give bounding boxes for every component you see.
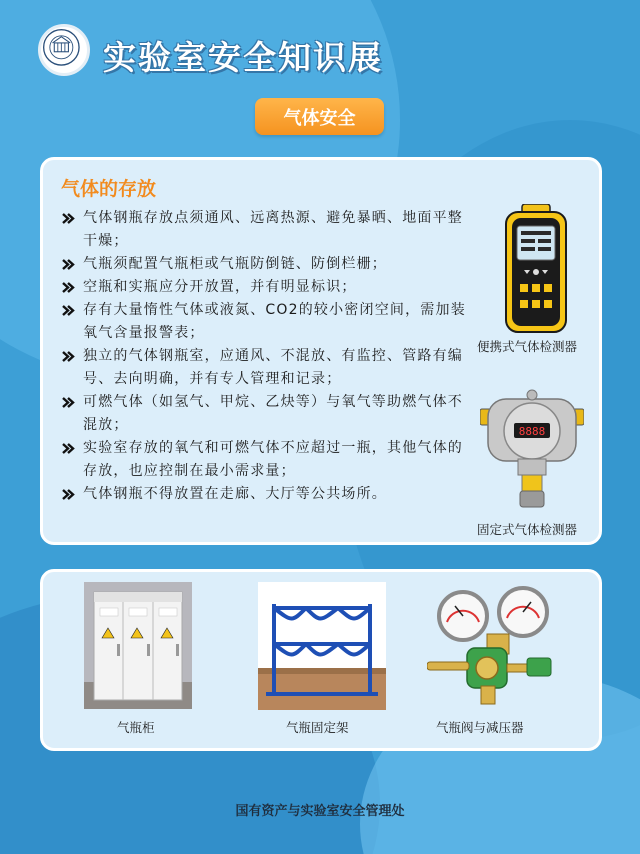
storage-card xyxy=(40,157,602,545)
section-badge: 气体安全 xyxy=(255,98,384,135)
university-seal-icon xyxy=(38,24,90,76)
storage-rules-list xyxy=(61,207,466,506)
double-chevron-right-icon xyxy=(61,395,76,410)
portable-detector-caption: 便携式气体检测器 xyxy=(477,339,578,354)
pressure-regulator-icon xyxy=(427,582,557,710)
list-item-text: 可燃气体（如氢气、甲烷、乙炔等）与氧气等助燃气体不混放； xyxy=(83,394,463,433)
double-chevron-right-icon xyxy=(61,349,76,364)
list-item xyxy=(61,345,466,391)
list-item-text: 气体钢瓶存放点须通风、远离热源、避免暴晒、地面平整干燥； xyxy=(83,210,463,249)
double-chevron-right-icon xyxy=(61,280,76,295)
double-chevron-right-icon xyxy=(61,441,76,456)
storage-heading: 气体的存放 xyxy=(61,178,157,200)
rack-caption: 气瓶固定架 xyxy=(286,720,349,735)
equipment-card xyxy=(40,569,602,751)
double-chevron-right-icon xyxy=(61,211,76,226)
regulator-caption: 气瓶阀与减压器 xyxy=(436,720,524,735)
double-chevron-right-icon xyxy=(61,303,76,318)
list-item-text: 气瓶须配置气瓶柜或气瓶防倒链、防倒栏栅； xyxy=(83,256,387,272)
list-item xyxy=(61,253,466,276)
cylinder-rack-icon xyxy=(258,582,386,710)
list-item-text: 存有大量惰性气体或液氮、CO2的较小密闭空间，需加装氧气含量报警表； xyxy=(83,302,466,341)
portable-gas-detector-icon xyxy=(500,204,572,336)
list-item-text: 独立的气体钢瓶室，应通风、不混放、有监控、管路有编号、去向明确，并有专人管理和记录； xyxy=(83,348,463,387)
detector-readout: 8888 xyxy=(518,425,546,438)
list-item xyxy=(61,483,466,506)
list-item xyxy=(61,391,466,437)
list-item xyxy=(61,276,466,299)
list-item-text: 实验室存放的氧气和可燃气体不应超过一瓶，其他气体的存放，也应控制在最小需求量； xyxy=(83,440,463,479)
list-item xyxy=(61,437,466,483)
gas-cylinder-cabinet-icon xyxy=(84,582,192,709)
list-item xyxy=(61,299,466,345)
list-item-text: 空瓶和实瓶应分开放置，并有明显标识； xyxy=(83,279,357,295)
list-item-text: 气体钢瓶不得放置在走廊、大厅等公共场所。 xyxy=(83,486,387,502)
list-item xyxy=(61,207,466,253)
page-title: 实验室安全知识展 xyxy=(103,38,383,77)
fixed-detector-caption: 固定式气体检测器 xyxy=(477,522,578,537)
fixed-gas-detector-icon xyxy=(480,385,584,511)
cabinet-caption: 气瓶柜 xyxy=(117,720,155,735)
double-chevron-right-icon xyxy=(61,257,76,272)
double-chevron-right-icon xyxy=(61,487,76,502)
footer-department: 国有资产与实验室安全管理处 xyxy=(235,804,405,819)
